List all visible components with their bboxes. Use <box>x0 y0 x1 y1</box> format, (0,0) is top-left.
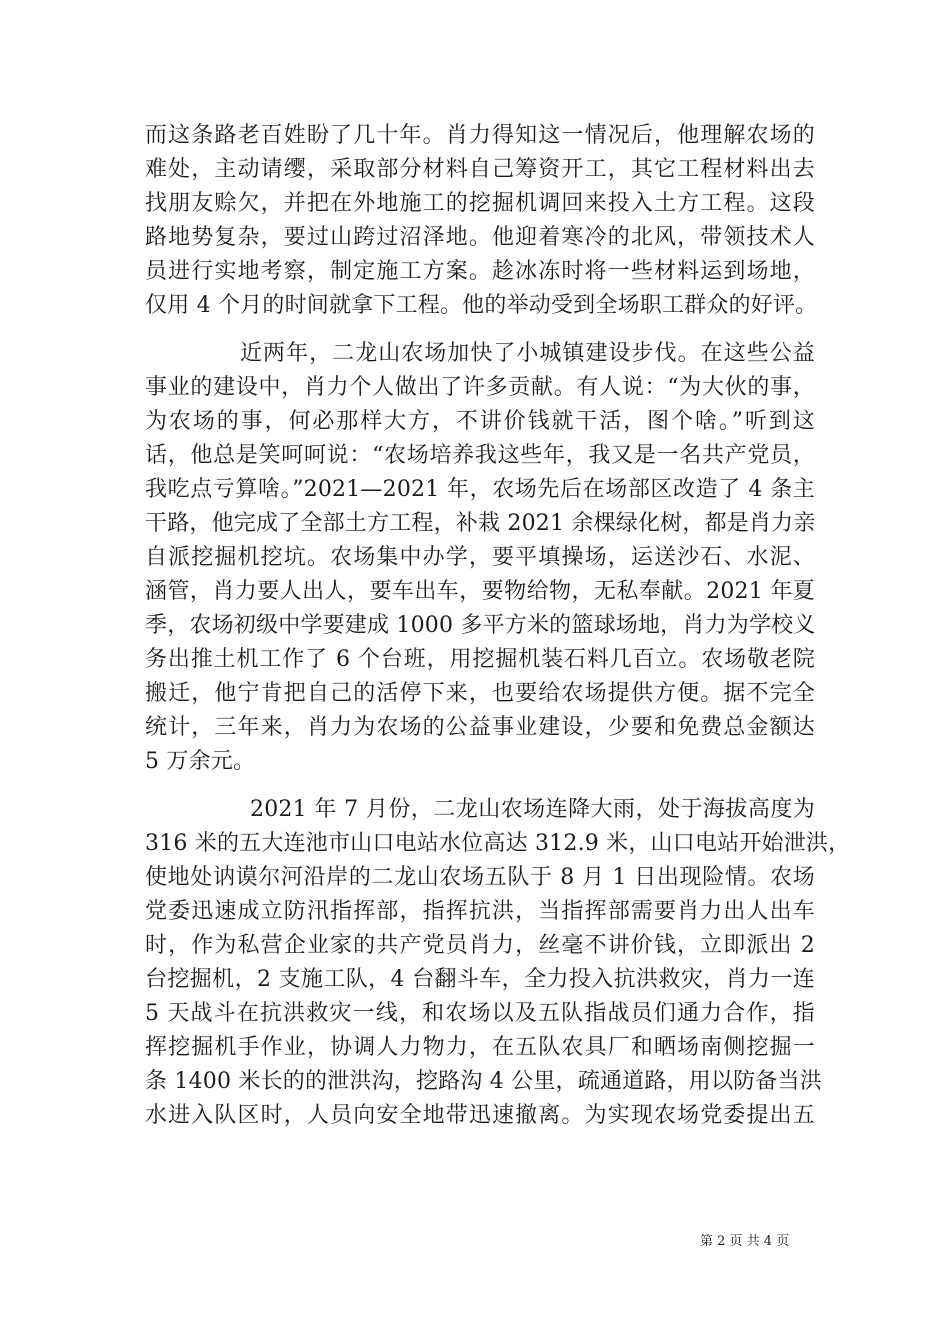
text-line: 涵管，肖力要人出人，要车出车，要物给物，无私奉献。2021 年夏 <box>145 579 815 604</box>
text-line: 条 1400 米长的的泄洪沟，挖路沟 4 公里，疏通道路，用以防备当洪 <box>145 1069 822 1094</box>
paragraph-start-line: 2021 年 7 月份，二龙山农场连降大雨，处于海拔高度为 <box>250 797 815 822</box>
text-line: 挥挖掘机手作业，协调人力物力，在五队农具厂和晒场南侧挖掘一 <box>145 1035 815 1060</box>
text-line: 仅用 4 个月的时间就拿下工程。他的举动受到全场职工群众的好评。 <box>145 293 818 318</box>
text-line: 时，作为私营企业家的共产党员肖力，丝毫不讲价钱，立即派出 2 <box>145 933 815 958</box>
text-line: 5 天战斗在抗洪救灾一线，和农场以及五队指战员们通力合作，指 <box>145 1001 815 1026</box>
text-line: 而这条路老百姓盼了几十年。肖力得知这一情况后，他理解农场的 <box>145 123 815 148</box>
paragraph-start-line: 近两年，二龙山农场加快了小城镇建设步伐。在这些公益 <box>240 341 815 366</box>
text-line: 话，他总是笑呵呵说：“农场培养我这些年，我又是一名共产党员， <box>145 443 815 468</box>
text-line: 党委迅速成立防汛指挥部，指挥抗洪，当指挥部需要肖力出人出车 <box>145 899 815 924</box>
text-line: 我吃点亏算啥。”2021—2021 年，农场先后在场部区改造了 4 条主 <box>145 477 815 502</box>
text-line: 难处，主动请缨，采取部分材料自己筹资开工，其它工程材料出去 <box>145 157 815 182</box>
text-line: 316 米的五大连池市山口电站水位高达 312.9 米，山口电站开始泄洪， <box>145 831 851 856</box>
text-line: 为农场的事，何必那样大方，不讲价钱就干活，图个啥。”听到这 <box>145 409 815 434</box>
text-line: 搬迁，他宁肯把自己的活停下来，也要给农场提供方便。据不完全 <box>145 681 815 706</box>
text-line: 员进行实地考察，制定施工方案。趁冰冻时将一些材料运到场地， <box>145 259 815 284</box>
text-line: 台挖掘机，2 支施工队，4 台翻斗车，全力投入抗洪救灾，肖力一连 <box>145 967 815 992</box>
text-line: 自派挖掘机挖坑。农场集中办学，要平填操场，运送沙石、水泥、 <box>145 545 815 570</box>
text-line: 使地处讷谟尔河沿岸的二龙山农场五队于 8 月 1 日出现险情。农场 <box>145 865 815 890</box>
text-line: 务出推土机工作了 6 个台班，用挖掘机装石料几百立。农场敬老院 <box>145 647 815 672</box>
page-number: 第 2 页 共 4 页 <box>700 1234 790 1249</box>
text-line: 找朋友赊欠，并把在外地施工的挖掘机调回来投入土方工程。这段 <box>145 191 815 216</box>
text-line: 水进入队区时，人员向安全地带迅速撤离。为实现农场党委提出五 <box>145 1103 815 1128</box>
text-line: 事业的建设中，肖力个人做出了许多贡献。有人说：“为大伙的事， <box>145 375 815 400</box>
paragraph-end-line: 5 万余元。 <box>145 749 256 774</box>
text-line: 路地势复杂，要过山跨过沼泽地。他迎着寒冷的北风，带领技术人 <box>145 225 815 250</box>
text-line: 季，农场初级中学要建成 1000 多平方米的篮球场地，肖力为学校义 <box>145 613 816 638</box>
text-line: 干路，他完成了全部土方工程，补栽 2021 余棵绿化树，都是肖力亲 <box>145 511 816 536</box>
text-line: 统计，三年来，肖力为农场的公益事业建设，少要和免费总金额达 <box>145 715 815 740</box>
